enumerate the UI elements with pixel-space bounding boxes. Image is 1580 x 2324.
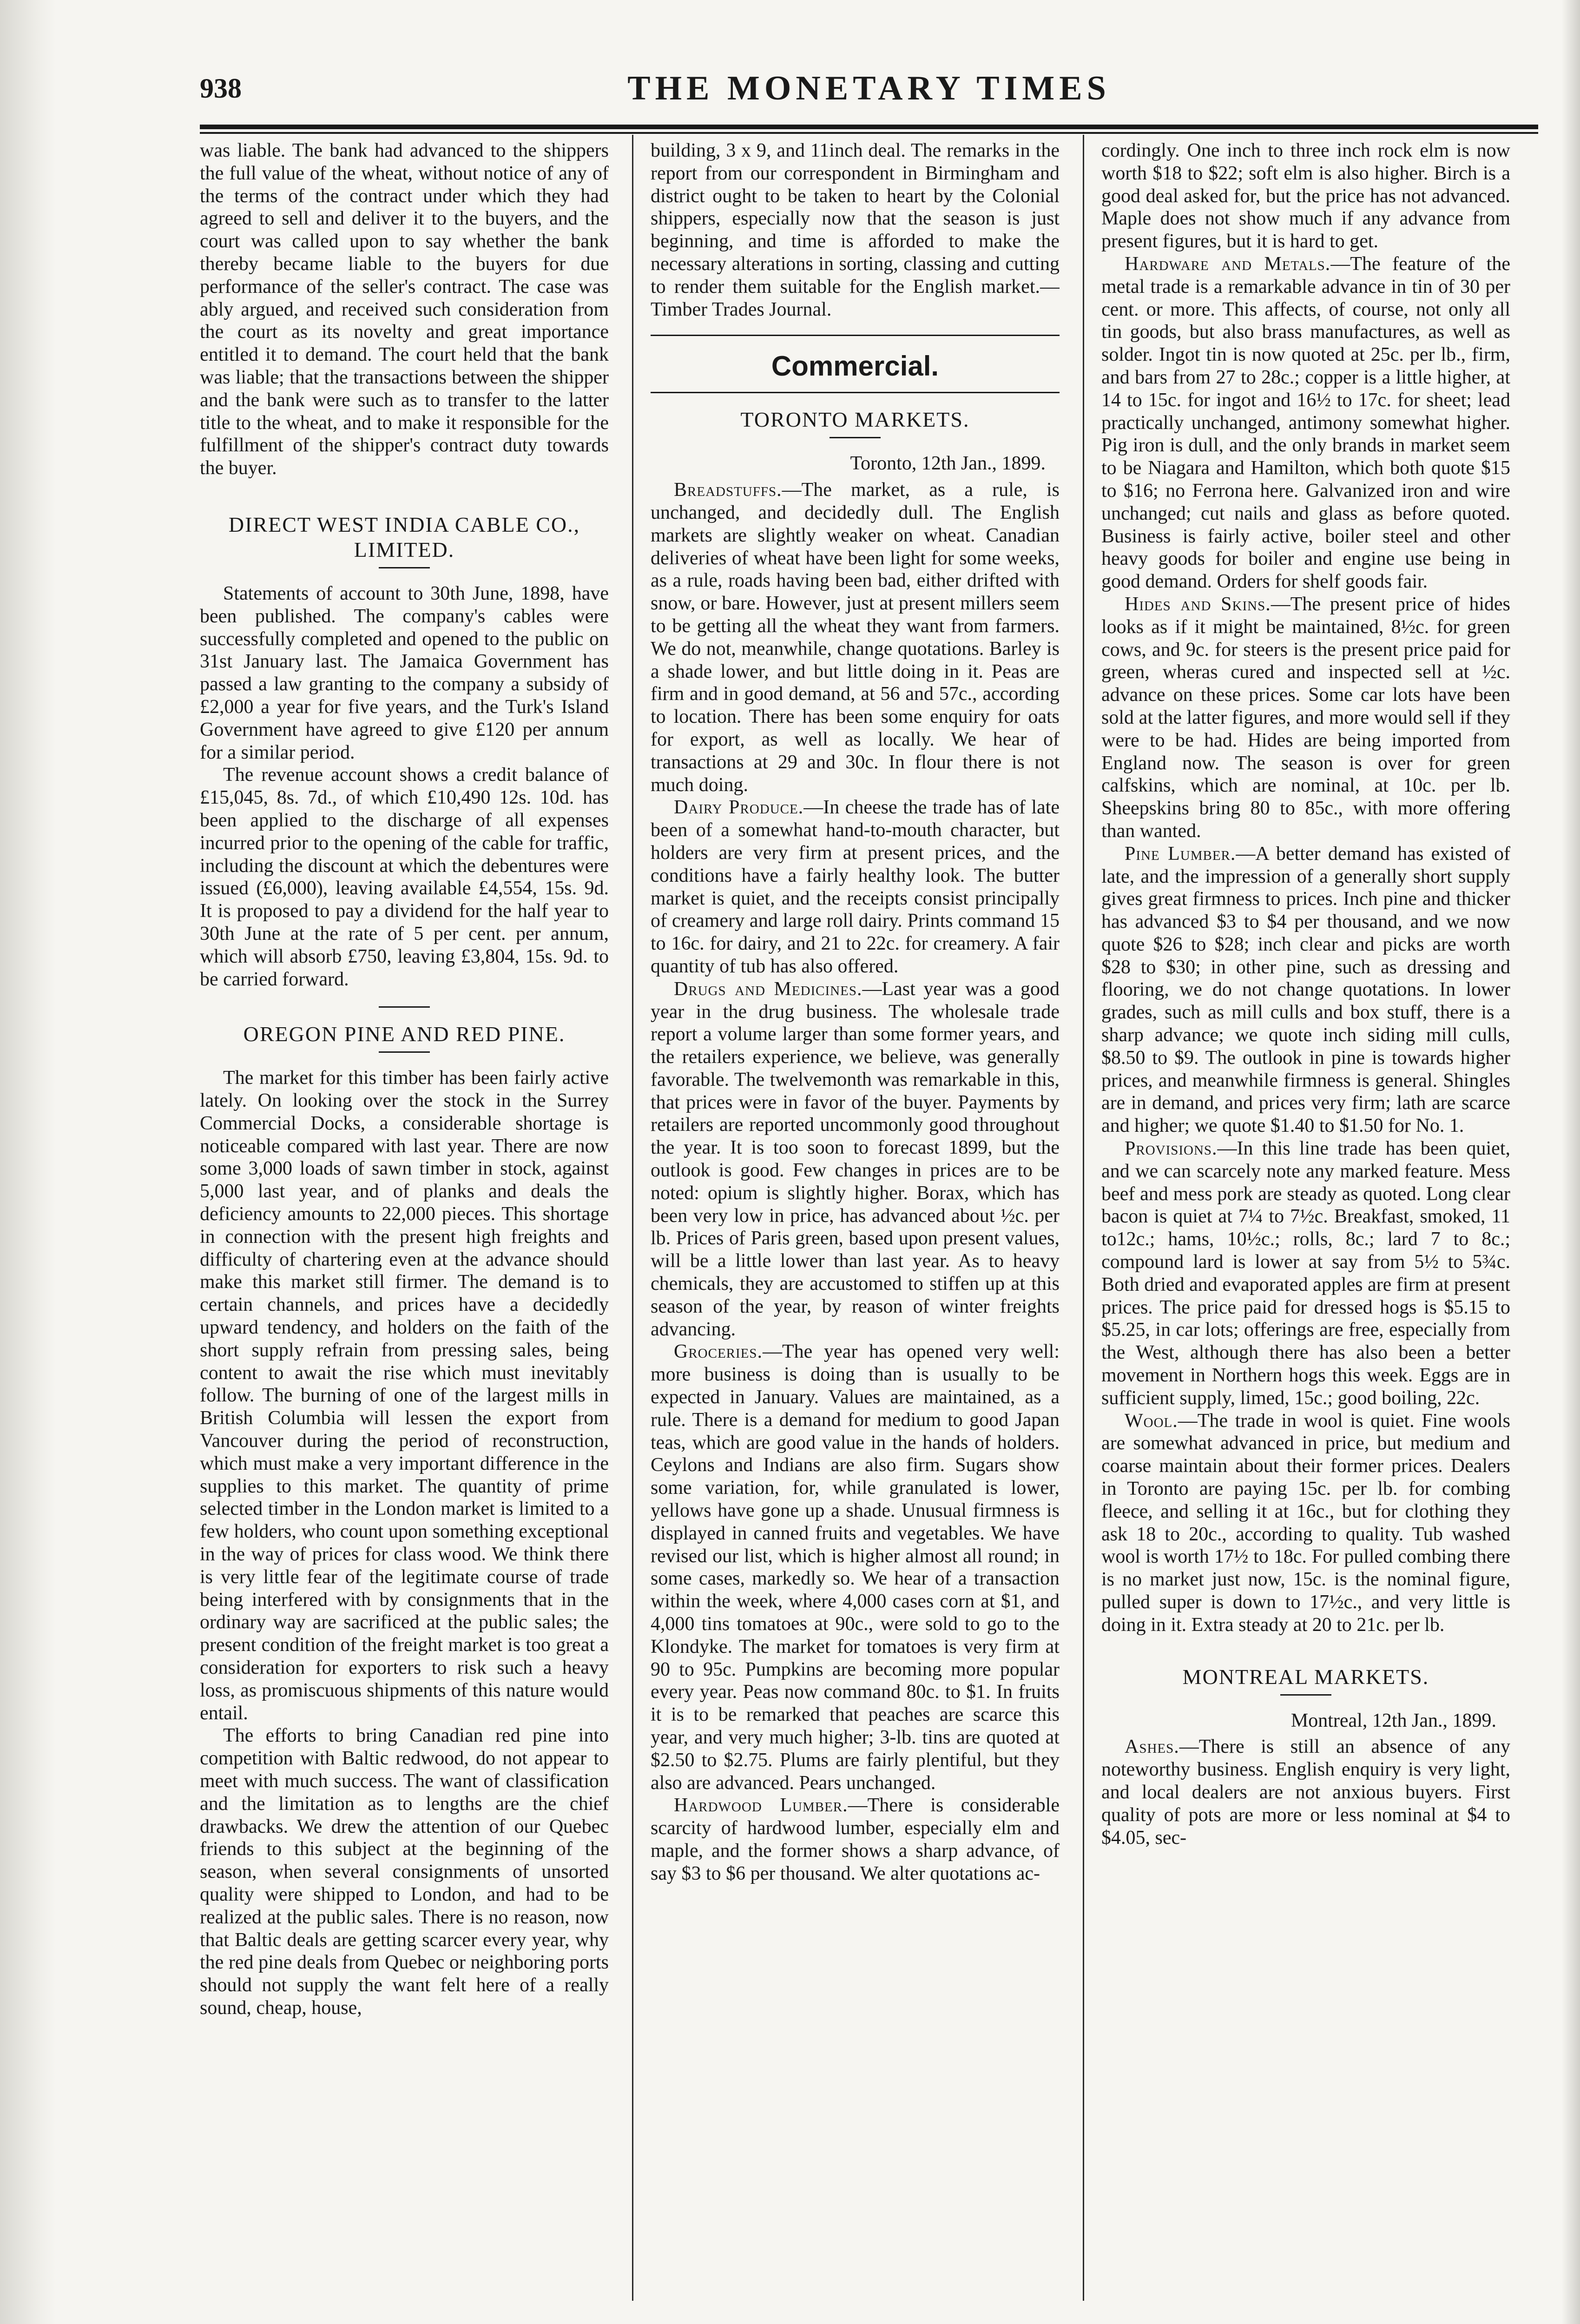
market-paragraph <box>1101 843 1510 1137</box>
subhead: Breadstuffs. <box>674 479 782 501</box>
paragraph-text: —There is still an absence of any noteworthy business. English enquiry is very light, and local dealers are not anxious buyers. First quality of pots are more or less nominal at $4 to $4.05, sec- <box>1101 1736 1510 1849</box>
section-rule <box>379 1006 430 1008</box>
article-paragraph: was liable. The bank had advanced to the shippers the full value of the wheat, without notice of any of the terms of the contract under which they had agreed to sell and deliver it to the buyers, and the court was called upon to say whether the bank thereby became liable to the buyers for due performance of the seller's contract. The case was ably argued, and received such consideration from the court as its novelty and great importance entitled it to demand. The court held that the bank was liable; that the transactions between the shipper and the bank were such as to transfer to the latter title to the wheat, and to make it responsible for the fulfillment of the shipper's contract duty towards the buyer. <box>200 140 609 479</box>
heading-rule <box>379 1051 430 1053</box>
paragraph-text: —The present price of hides looks as if it might be maintained, 8½c. for green cows, and 9c. for steers is the present price paid for green, wheras cured and inspected sell at ½c. advance on these prices. Some car lots have been sold at the latter figures, and more would sell if they were to be had. Hides are being imported from England now. The season is over for green calfskins, which are nominal, at 10c. per lb. Sheepskins bring 80 to 85c., with more offering than wanted. <box>1101 593 1510 842</box>
market-paragraph <box>1101 1137 1510 1410</box>
page-number: 938 <box>200 73 242 104</box>
dateline: Toronto, 12th Jan., 1899. <box>850 453 1046 475</box>
market-paragraph <box>1101 1410 1510 1637</box>
market-paragraph <box>651 796 1060 977</box>
paragraph-text: —In this line trade has been quiet, and we can scarcely note any marked feature. Mess beef and mess pork are steady as quoted. Long clear bacon is quiet at 7¼ to 7½c. Breakfast, smoked, 11 to12c.; hams, 10½c.; rolls, 8c.; lard 7 to 8c.; compound lard is lower at say from 5½ to 5¾c. Both dried and evaporated apples are firm at present prices. The price paid for dressed hogs is $5.15 to $5.25, in car lots; offerings are free, especially from the West, although there has also been a better movement in Northern hogs this week. Eggs are in sufficient supply, limed, 15c.; good boiling, 22c. <box>1101 1138 1510 1409</box>
subhead: Wool. <box>1125 1410 1178 1432</box>
column-2 <box>651 139 1060 2301</box>
subhead: Drugs and Medicines. <box>674 978 862 1000</box>
column-separator <box>632 135 633 2301</box>
paragraph-text: —The market, as a rule, is unchanged, and decidedly dull. The English markets are slightly weaker on wheat. Canadian deliveries of wheat have been light for some weeks, as a rule, roads having been bad, either drifted with snow, or bare. However, just at present millers seem to be getting all the wheat they want from farmers. We do not, meanwhile, change quotations. Barley is a shade lower, and but little doing in it. Peas are firm and in good demand, at 56 and 57c., according to location. There has been some enquiry for oats for export, as well as locally. We hear of transactions at 29 and 30c. In flour there is not much doing. <box>651 479 1060 796</box>
article-paragraph: The efforts to bring Canadian red pine into competition with Baltic redwood, do not appear to meet with much success. The want of classification and the limitation as to lengths are the chief drawbacks. We drew the attention of our Quebec friends to this subject at the beginning of the season, when several consignments of unsorted quality were shipped to London, and had to be realized at the public sales. There is no reason, now that Baltic deals are getting scarcer every year, why the red pine deals from Quebec or neighboring ports should not supply the want felt here of a really sound, cheap, house, <box>200 1725 609 2019</box>
article-heading: TORONTO MARKETS. <box>740 408 970 432</box>
paragraph-text: —A better demand has existed of late, and the impression of a generally short supply gives great firmness to prices. Inch pine and thicker has advanced $3 to $4 per thousand, and we now quote $26 to $28; inch clear and picks are worth $28 to $30; in other pine, such as dressing and flooring, we do not change quotations. In lower grades, such as mill culls and box stuff, there is a sharp advance; we quote inch siding mill culls, $8.50 to $9. The outlook in pine is towards higher prices, and meanwhile firmness is general. Shingles are in demand, and prices very firm; lath are scarce and higher; we quote $1.40 to $1.50 for No. 1. <box>1101 843 1510 1137</box>
subhead: Dairy Produce. <box>674 797 804 819</box>
column-3 <box>1101 139 1510 2301</box>
market-paragraph <box>651 978 1060 1341</box>
header-rule-thin <box>200 132 1538 134</box>
article-paragraph: Statements of account to 30th June, 1898, have been published. The company's cables were successfully completed and opened to the public on 31st January last. The Jamaica Government has passed a law granting to the company a subsidy of £2,000 a year for five years, and the Turk's Island Government have agreed to give £120 per annum for a similar period. <box>200 582 609 763</box>
subhead: Hardware and Metals. <box>1125 253 1331 275</box>
page-header <box>200 69 1538 125</box>
edge-shadow <box>1561 0 1580 2324</box>
article-paragraph: building, 3 x 9, and 11inch deal. The remarks in the report from our correspondent in Birmingham and district ought to be taken to heart by the Colonial shippers, especially now that the season is just beginning, and time is afforded to make the necessary alterations in sorting, classing and cutting to render them suitable for the English market.—Timber Trades Journal. <box>651 140 1060 320</box>
article-heading: MONTREAL MARKETS. <box>1182 1664 1429 1689</box>
heading-rule <box>379 567 430 568</box>
market-paragraph <box>1101 1736 1510 1849</box>
subhead: Pine Lumber. <box>1125 843 1236 865</box>
subhead: Hides and Skins. <box>1125 593 1271 615</box>
article-heading: OREGON PINE AND RED PINE. <box>243 1022 566 1046</box>
paragraph-text: —In cheese the trade has of late been of a somewhat hand-to-mouth character, but holders are very firm at present prices, and the conditions have a fairly healthy look. The butter market is quiet, and the receipts consist principally of creamery and large roll dairy. Prints command 15 to 16c. for dairy, and 21 to 22c. for creamery. A fair quantity of tub has also offered. <box>651 797 1060 977</box>
section-rule <box>651 335 1060 336</box>
heading-rule <box>1280 1694 1331 1696</box>
market-paragraph <box>1101 593 1510 843</box>
header-rule-thick <box>200 125 1538 129</box>
paragraph-text: —The feature of the metal trade is a remarkable advance in tin of 30 per cent. or more. This affects, of course, not only all tin goods, but also brass manufactures, as well as solder. Ingot tin is now quoted at 25c. per lb., firm, and bars from 27 to 28c.; copper is a little higher, at 14 to 15c. for ingot and 16½ to 17c. for sheet; lead practically unchanged, antimony somewhat higher. Pig iron is dull, and the only brands in market seem to be Niagara and Hamilton, which both quote $15 to $16; no Ferrona here. Galvanized iron and wire unchanged; cut nails and glass as before quoted. Business is fairly active, boiler steel and other heavy goods for boiler and engine use being in good demand. Orders for shelf goods fair. <box>1101 253 1510 593</box>
subhead: Provisions. <box>1125 1138 1218 1160</box>
paragraph-text: —The trade in wool is quiet. Fine wools are somewhat advanced in price, but medium and coarse maintain about their former prices. Dealers in Toronto are paying 15c. per lb. for combing fleece, and selling it at 16c., but for clothing they ask 18 to 20c., according to quality. Tub washed wool is worth 17½ to 18c. For pulled combing there is no market just now, 15c. is the nominal figure, pulled super is down to 17½c., and very little is doing in it. Extra steady at 20 to 21c. per lb. <box>1101 1410 1510 1636</box>
section-title: Commercial. <box>771 350 939 382</box>
subhead: Hardwood Lumber. <box>674 1795 848 1816</box>
column-1 <box>200 139 609 2301</box>
binding-shadow <box>0 0 56 2324</box>
market-paragraph <box>1101 253 1510 593</box>
column-separator <box>1083 135 1084 2301</box>
market-paragraph <box>651 479 1060 796</box>
masthead-title: THE MONETARY TIMES <box>627 69 1111 107</box>
article-paragraph: cordingly. One inch to three inch rock elm is now worth $18 to $22; soft elm is also higher. Birch is a good deal asked for, but the price has not advanced. Maple does not show much if any advance from present figures, but it is hard to get. <box>1101 140 1510 252</box>
heading-rule <box>830 437 881 438</box>
market-paragraph <box>651 1340 1060 1794</box>
article-paragraph: The market for this timber has been fairly active lately. On looking over the stock in the Surrey Commercial Docks, a considerable shortage is noticeable compared with last year. There are now some 3,000 loads of sawn timber in stock, against 5,000 last year, and of planks and deals the deficiency amounts to 22,000 pieces. This shortage in connection with the present high freights and difficulty of chartering even at the advance should make this market still firmer. The demand is to certain channels, and prices have a decidedly upward tendency, and holders on the faith of the short supply refrain from pressing sales, being content to await the rise which must inevitably follow. The burning of one of the largest mills in British Columbia will lessen the export from Vancouver during the period of reconstruction, which must make a very important difference in the supplies to this market. The quantity of prime selected timber in the London market is limited to a few holders, who count upon something exceptional in the way of prices for class wood. We think there is very little fear of the legitimate course of trade being interfered with by consignments that in the ordinary way are sacrificed at the public sales; the present condition of the freight market is too great a consideration for exporters to risk such a heavy loss, as promiscuous shipments of this nature would entail. <box>200 1067 609 1724</box>
article-paragraph: The revenue account shows a credit balance of £15,045, 8s. 7d., of which £10,490 12s. 10d. has been applied to the discharge of all expenses incurred prior to the opening of the cable for traffic, including the discount at which the debentures were issued (£6,000), leaving available £4,554, 15s. 9d. It is proposed to pay a dividend for the half year to 30th June at the rate of 5 per cent. per annum, which will absorb £750, leaving £3,804, 15s. 9d. to be carried forward. <box>200 764 609 990</box>
subhead: Groceries. <box>674 1341 763 1363</box>
paragraph-text: —The year has opened very well: more business is doing than is usually to be expected in January. Values are maintained, as a rule. There is a demand for medium to good Japan teas, which are good value in the hands of holders. Ceylons and Indians are also firm. Sugars show some variation, for, while granulated is lower, yellows have gone up a shade. Unusual firmness is displayed in canned fruits and vegetables. We have revised our list, which is higher almost all round; in some cases, markedly so. We hear of a transaction within the week, where 4,000 cases corn at $1, and 4,000 tins tomatoes at 90c., were sold to go to the Klondyke. The market for tomatoes is very firm at 90 to 95c. Pumpkins are becoming more popular every year. Peas now command 80c. to $1. In fruits it is to be remarked that peaches are scarce this year, and very much higher; 3-lb. tins are quoted at $2.50 to $2.75. Plums are fairly plentiful, but they also are advanced. Pears unchanged. <box>651 1341 1060 1794</box>
paragraph-text: —Last year was a good year in the drug business. The wholesale trade report a volume larger than some former years, and the retailers experience, we believe, was generally favorable. The twelvemonth was remarkable in this, that prices were in favor of the buyer. Payments by retailers are reported uncommonly good throughout the year. It is too soon to forecast 1899, but the outlook is good. Few changes in prices are to be noted: opium is slightly higher. Borax, which has been very low in price, has advanced about ½c. per lb. Prices of Paris green, based upon present values, will be a little lower than last year. As to heavy chemicals, they are accustomed to stiffen up at this season of the year, by reason of winter freights advancing. <box>651 978 1060 1340</box>
article-heading: DIRECT WEST INDIA CABLE CO., LIMITED. <box>228 512 580 561</box>
market-paragraph <box>651 1794 1060 1885</box>
section-rule <box>651 392 1060 393</box>
dateline: Montreal, 12th Jan., 1899. <box>1290 1710 1496 1731</box>
subhead: Ashes. <box>1125 1736 1179 1758</box>
paragraph-text: —There is considerable scarcity of hardwood lumber, especially elm and maple, and the former shows a sharp advance, of say $3 to $6 per thousand. We alter quotations ac- <box>651 1795 1060 1884</box>
